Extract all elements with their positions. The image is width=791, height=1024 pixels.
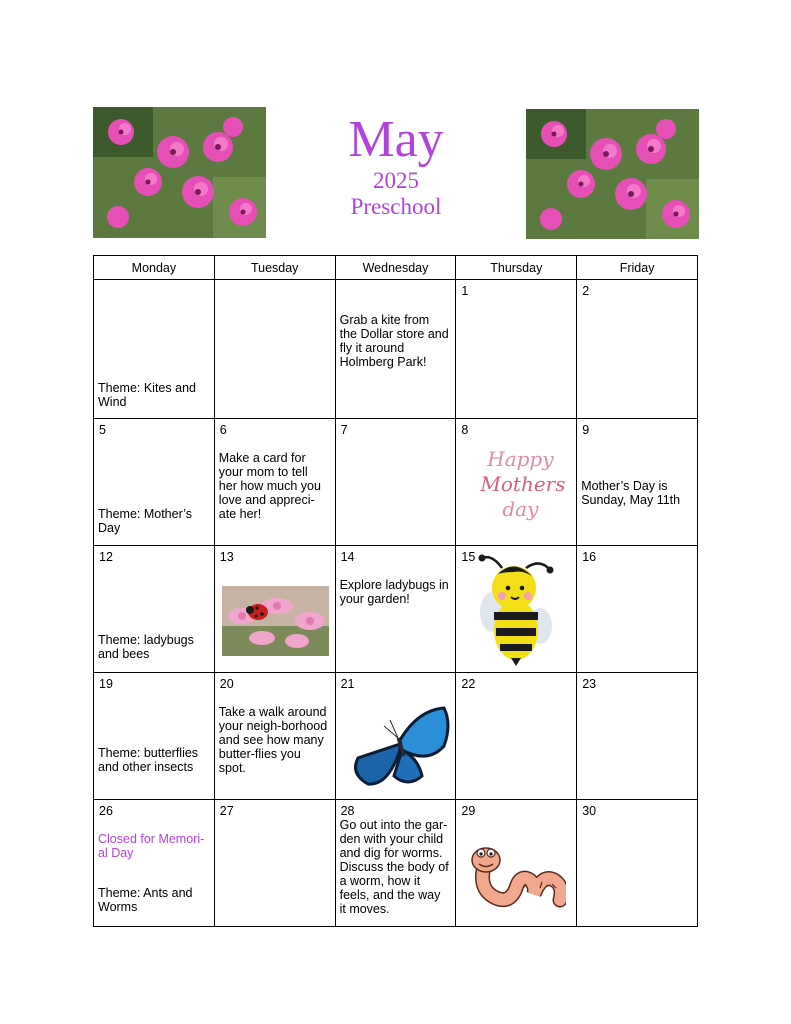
week-row: [94, 419, 698, 546]
day-number: 29: [461, 804, 476, 818]
day-number: 12: [99, 550, 113, 564]
day-cell: [577, 280, 698, 419]
calendar-grid: [93, 255, 698, 927]
day-cell: [456, 546, 577, 673]
day-number: 27: [219, 804, 234, 818]
day-cell: [214, 800, 335, 927]
day-number: 26: [99, 804, 113, 818]
day-cell: [335, 673, 456, 800]
day-cell: [94, 419, 215, 546]
day-number: 13: [219, 550, 234, 564]
happy-mothers-day-art: [480, 447, 566, 522]
day-number: 6: [219, 423, 227, 437]
day-number: 1: [461, 284, 469, 298]
day-cell: [94, 546, 215, 673]
day-number: 5: [99, 423, 106, 437]
art-line-day: day: [502, 497, 539, 521]
day-cell: [214, 673, 335, 800]
day-cell: [335, 419, 456, 546]
day-cell: [94, 673, 215, 800]
day-cell: [214, 280, 335, 419]
day-cell: [94, 800, 215, 927]
day-cell: [214, 419, 335, 546]
weekday-tuesday: Tuesday: [214, 256, 335, 280]
week-row: [94, 673, 698, 800]
day-cell: [335, 546, 456, 673]
theme-text: Theme: ladybugs and bees: [98, 633, 194, 661]
day-number: 8: [461, 423, 469, 437]
flower-photo-left: [93, 107, 266, 238]
day-number: 28: [340, 804, 355, 818]
day-cell: [577, 673, 698, 800]
day-number: 15: [461, 550, 476, 564]
ladybug-photo: [222, 586, 329, 659]
day-number: 20: [219, 677, 234, 691]
year-title: 2025: [373, 168, 419, 193]
day-cell: [577, 419, 698, 546]
day-number: 22: [461, 677, 476, 691]
weekday-header-row: [94, 256, 698, 280]
bee-illustration: [478, 552, 554, 669]
theme-text: Theme: Ants and Worms: [98, 886, 193, 914]
butterfly-illustration: [348, 706, 452, 791]
day-cell: [577, 800, 698, 927]
day-cell: [577, 546, 698, 673]
month-title: May: [348, 111, 444, 168]
weekday-thursday: Thursday: [456, 256, 577, 280]
theme-text: Theme: butterflies and other insects: [98, 746, 199, 774]
activity-note: Go out into the gar-den with your child and dig for worms. Discuss the body of a worm, how it feels, and the way it moves.: [339, 818, 449, 916]
weekday-wednesday: Wednesday: [335, 256, 456, 280]
closed-notice: Closed for Memori-al Day: [98, 832, 205, 860]
day-cell: [214, 546, 335, 673]
week-row: [94, 546, 698, 673]
theme-text: Theme: Mother’s Day: [98, 507, 193, 535]
flower-photo-right: [526, 109, 699, 239]
subtitle: Preschool: [350, 194, 442, 219]
art-line-happy: Happy: [487, 447, 554, 471]
day-number: 23: [582, 677, 597, 691]
day-number: 9: [582, 423, 590, 437]
day-number: 2: [582, 284, 590, 298]
day-cell: [456, 280, 577, 419]
day-number: 21: [340, 677, 355, 691]
day-number: 14: [340, 550, 355, 564]
activity-note: Grab a kite from the Dollar store and fly it around Holmberg Park!: [339, 313, 449, 369]
art-line-mothers: Mothers: [480, 472, 566, 496]
day-number: 30: [582, 804, 597, 818]
weekday-monday: Monday: [94, 256, 215, 280]
activity-note: Take a walk around your neigh-borhood and see how many butter-flies you spot.: [218, 705, 328, 775]
day-number: 7: [340, 423, 348, 437]
day-cell: [94, 280, 215, 419]
day-cell: [456, 673, 577, 800]
day-number: 16: [582, 550, 597, 564]
activity-note: Explore ladybugs in your garden!: [339, 578, 449, 606]
calendar-title: [300, 112, 492, 220]
activity-note: Mother’s Day is Sunday, May 11th: [581, 479, 681, 507]
day-number: 19: [99, 677, 113, 691]
week-row: [94, 800, 698, 927]
activity-note: Make a card for your mom to tell her how much you love and appreci-ate her!: [218, 451, 321, 521]
day-cell: [456, 800, 577, 927]
day-cell: [456, 419, 577, 546]
weekday-friday: Friday: [577, 256, 698, 280]
worm-illustration: [470, 844, 566, 913]
week-row: [94, 280, 698, 419]
day-cell: [335, 280, 456, 419]
day-cell: [335, 800, 456, 927]
theme-text: Theme: Kites and Wind: [98, 381, 196, 409]
